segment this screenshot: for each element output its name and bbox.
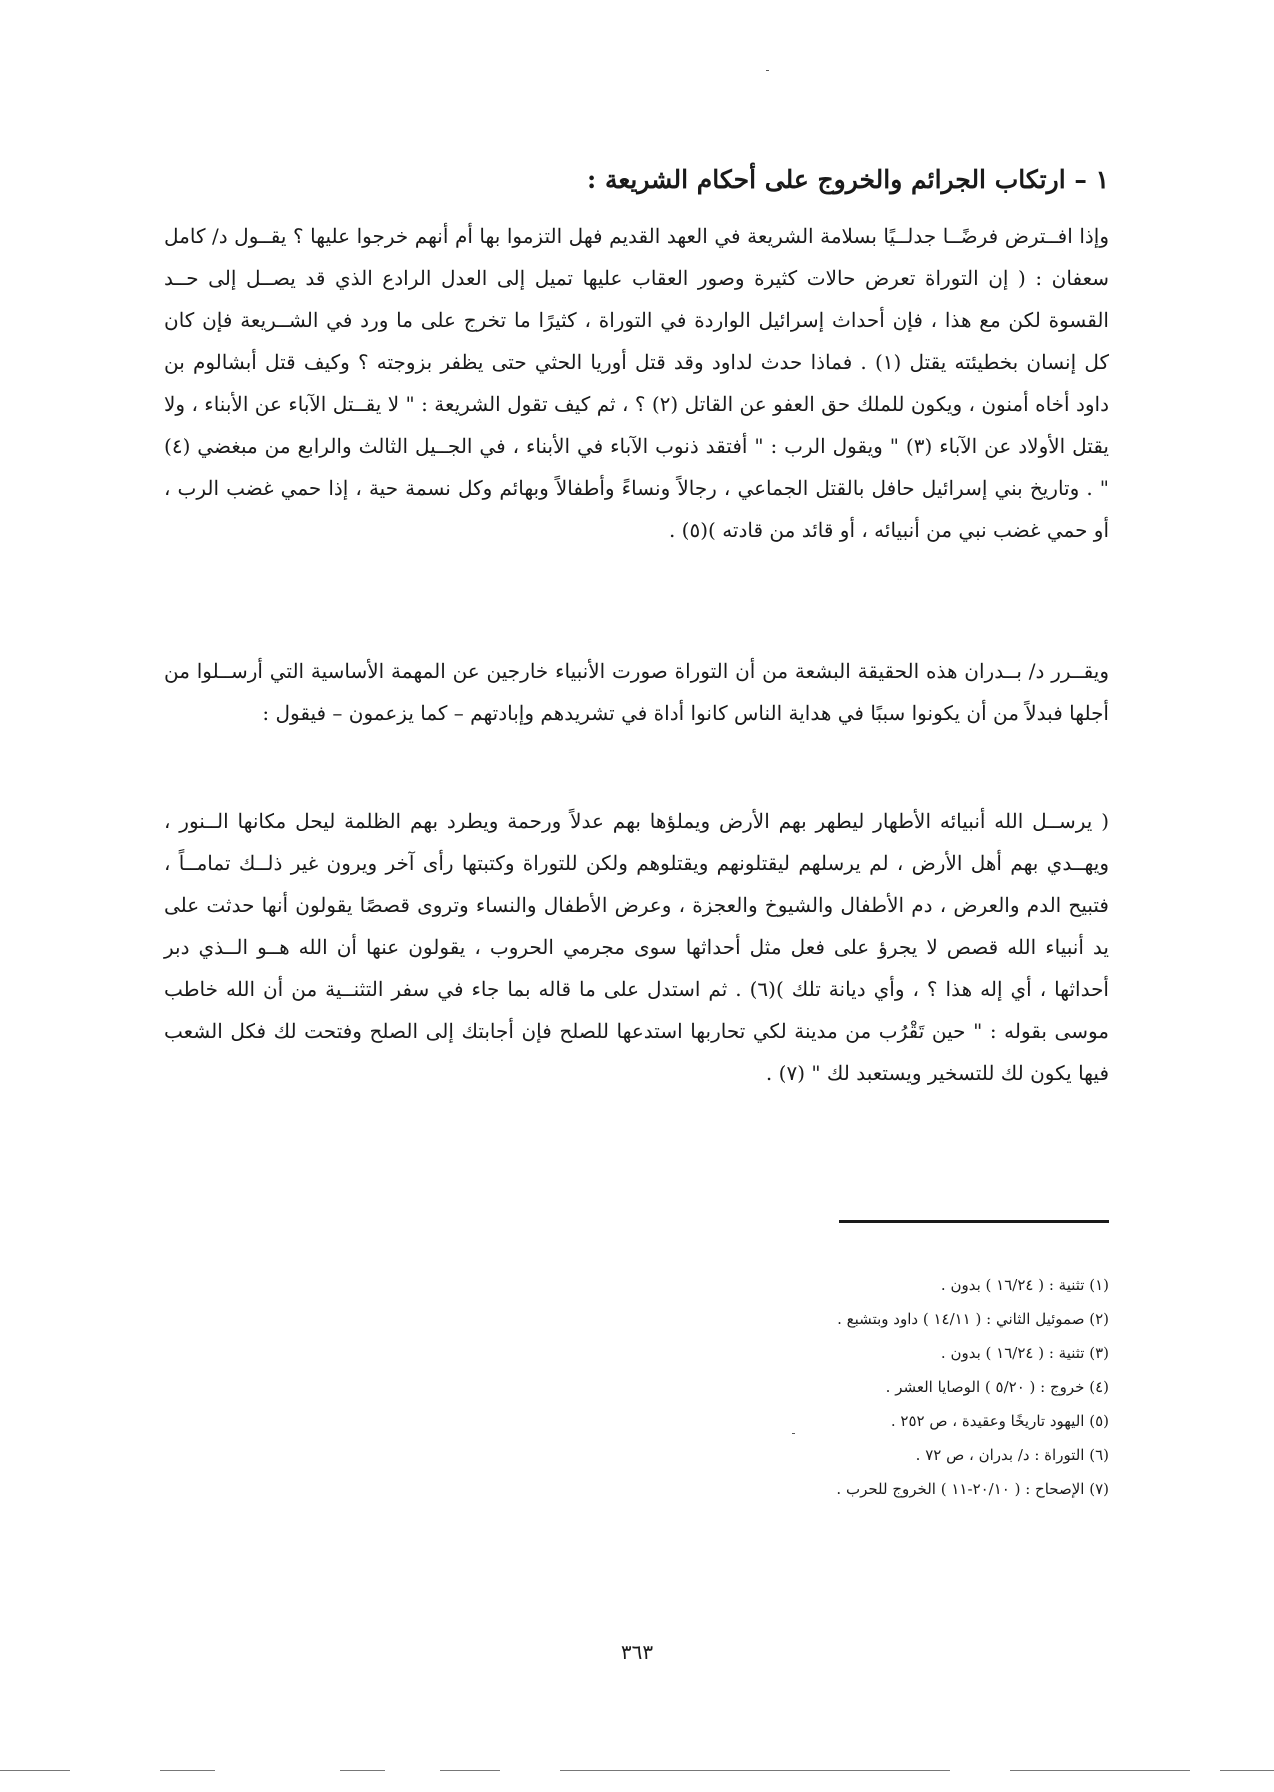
footnote-2: (٢) صموئيل الثاني : ( ١٤/١١ ) داود وبتشبع . — [837, 1310, 1109, 1328]
scan-speck — [792, 1433, 795, 1434]
footnotes-list — [509, 1268, 1109, 1506]
scan-edge-dash — [1010, 1770, 1190, 1771]
footnote-3: (٣) تثنية : ( ١٦/٢٤ ) بدون . — [940, 1344, 1109, 1362]
page-number: ٣٦٣ — [620, 1640, 654, 1664]
footnote-4: (٤) خروج : ( ٥/٢٠ ) الوصايا العشر . — [885, 1378, 1109, 1396]
scan-edge-dash — [560, 1770, 950, 1771]
footnote-5: (٥) اليهود تاريخًا وعقيدة ، ص ٢٥٢ . — [890, 1412, 1109, 1430]
footnote-separator — [839, 1220, 1109, 1223]
section-heading: ١ – ارتكاب الجرائم والخروج على أحكام الشريعة : — [587, 165, 1109, 194]
body-paragraph-1: وإذا افــترض فرضًــا جدلــيًا بسلامة الشريعة في العهد القديم فهل التزموا بها أم أنهم خرجوا عليها ؟ يقــول د/ كامل سعفان : ( إن التوراة تعرض حالات كثيرة وصور العقاب عليها تميل إلى العدل الرادع الذي قد يصــل إلى حــد القسوة لكن مع هذا ، فإن أحداث إسرائيل الواردة في التوراة ، كثيرًا ما تخرج على ما ورد في الشــريعة فإن كان كل إنسان بخطيئته يقتل (١) . فماذا حدث لداود وقد قتل أوريا الحثي حتى يظفر بزوجته ؟ وكيف قتل أبشالوم بن داود أخاه أمنون ، ويكون للملك حق العفو عن القاتل (٢) ؟ ، ثم كيف تقول الشريعة : " لا يقــتل الآباء عن الأبناء ، ولا يقتل الأولاد عن الآباء (٣) " ويقول الرب : " أفتقد ذنوب الآباء في الأبناء ، في الجــيل الثالث والرابع من مبغضي (٤) " . وتاريخ بني إسرائيل حافل بالقتل الجماعي ، رجالاً ونساءً وأطفالاً وبهائم وكل نسمة حية ، إذا حمي غضب الرب ، أو حمي غضب نبي من أنبيائه ، أو قائد من قادته )(٥) . — [164, 224, 1110, 542]
footnote-6: (٦) التوراة : د/ بدران ، ص ٧٢ . — [915, 1446, 1109, 1464]
body-paragraph-2: ويقــرر د/ بــدران هذه الحقيقة البشعة من أن التوراة صورت الأنبياء خارجين عن المهمة الأساسية التي أرســلوا من أجلها فبدلاً من أن يكونوا سببًا في هداية الناس كانوا أداة في تشريدهم وإبادتهم – كما يزعمون – فيقول : — [164, 659, 1109, 725]
scan-edge-dash — [340, 1770, 385, 1771]
scan-edge-dash — [440, 1770, 500, 1771]
footnote-1: (١) تثنية : ( ١٦/٢٤ ) بدون . — [940, 1276, 1109, 1294]
scan-speck — [766, 70, 769, 71]
scan-edge-dash — [160, 1770, 215, 1771]
scan-edge-dash — [1220, 1770, 1274, 1771]
scan-edge-dash — [0, 1770, 70, 1771]
footnote-7: (٧) الإصحاح : ( ٢٠/١٠-١١ ) الخروج للحرب . — [836, 1480, 1109, 1498]
body-paragraph-3: ( يرســل الله أنبيائه الأطهار ليطهر بهم الأرض ويملؤها بهم عدلاً ورحمة ويطرد بهم الظلمة ليحل مكانها الــنور ، ويهــدي بهم أهل الأرض ، لم يرسلهم ليقتلونهم ويقتلوهم ولكن للتوراة وكتبتها رأى آخر ويرون غير ذلــك تمامــاً ، فتبيح الدم والعرض ، دم الأطفال والشيوخ والعجزة ، وعرض الأطفال والنساء وتروى قصصًا يقولون أنها حدثت على يد أنبياء الله قصص لا يجرؤ على فعل مثل أحداثها سوى مجرمي الحروب ، يقولون عنها أن الله هــو الــذي دبر أحداثها ، أي إله هذا ؟ ، وأي ديانة تلك )(٦) . ثم استدل على ما قاله بما جاء في سفر التثنــية من أن الله خاطب موسى بقوله : " حين تَقْرُب من مدينة لكي تحاربها استدعها للصلح فإن أجابتك إلى الصلح وفتحت لك فكل الشعب فيها يكون لك للتسخير ويستعبد لك " (٧) . — [164, 809, 1109, 1085]
